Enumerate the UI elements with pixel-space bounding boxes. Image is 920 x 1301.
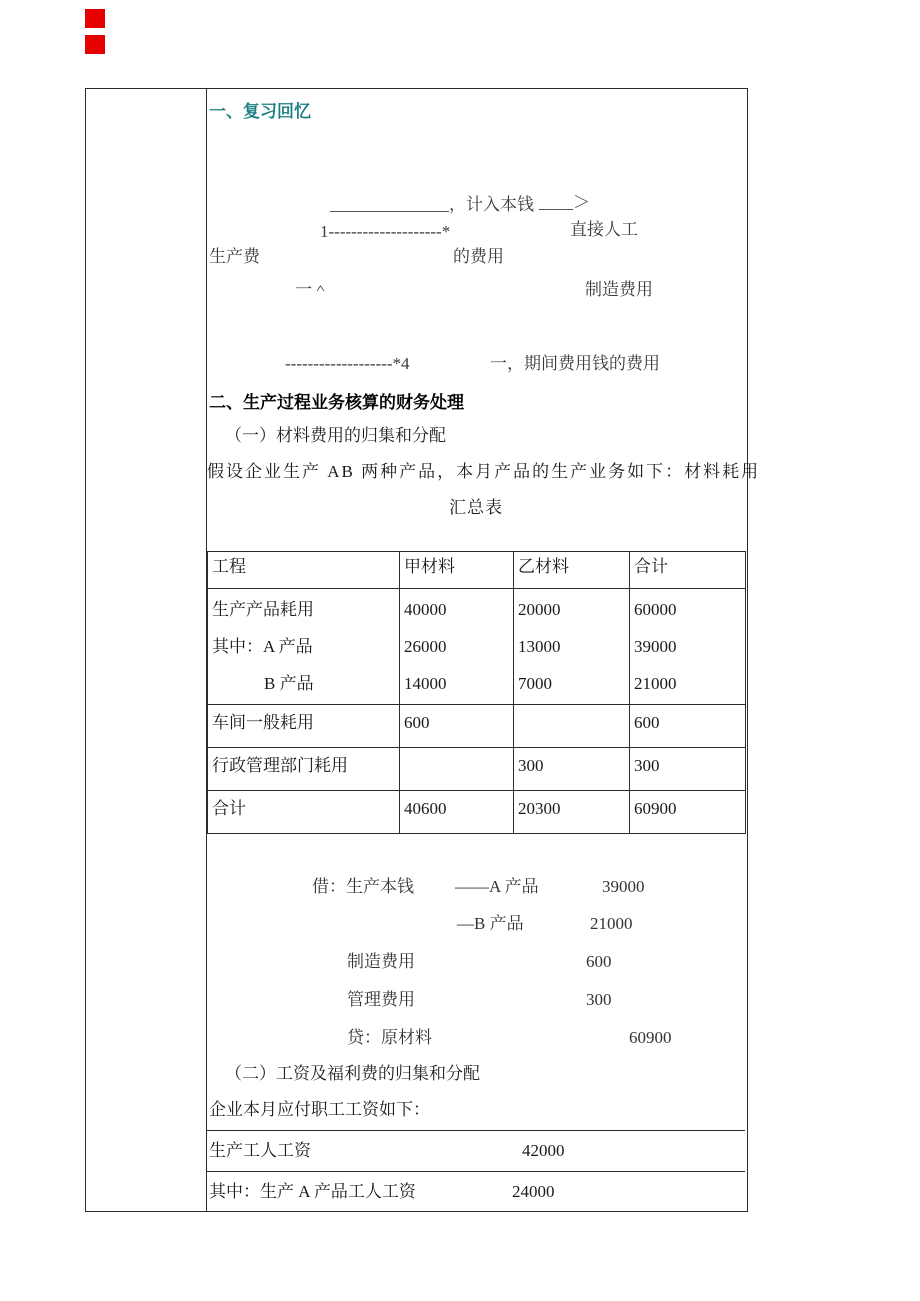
diagram-label-expense-of: 的费用 xyxy=(453,247,504,266)
journal-debit-label: 借：生产本钱 xyxy=(312,877,414,896)
diagram-dashed-arrow-1: 1--------------------* xyxy=(320,222,451,241)
diagram-label-production-expense: 生产费 xyxy=(209,247,260,266)
col-header-material-a: 甲材料 xyxy=(400,552,514,589)
diagram-arrow: ____＞ xyxy=(539,193,590,212)
table-row-workshop xyxy=(208,705,746,748)
material-table-title: 汇总表 xyxy=(449,498,503,517)
value: 39000 xyxy=(634,637,677,656)
cell-workshop-jia: 600 xyxy=(400,705,514,748)
row-label-product-a: 其中：A 产品 xyxy=(212,637,313,656)
journal-credit-label: 贷：原材料 xyxy=(347,1028,432,1047)
value: 21000 xyxy=(634,674,677,693)
value: 13000 xyxy=(518,637,561,656)
value: 26000 xyxy=(404,637,447,656)
journal-product-b: —B 产品 xyxy=(457,914,524,933)
cell-production-yi xyxy=(514,589,630,705)
left-margin-cell xyxy=(86,89,207,1211)
wage-intro-text: 企业本月应付职工工资如下： xyxy=(209,1100,430,1120)
journal-admin-amount: 300 xyxy=(586,990,612,1009)
material-subheading: （一）材料费用的归集和分配 xyxy=(225,426,446,445)
value: 14000 xyxy=(404,674,447,693)
cell-workshop-total: 600 xyxy=(630,705,746,748)
col-header-project: 工程 xyxy=(208,552,400,589)
cell-production-jia xyxy=(400,589,514,705)
value: 20000 xyxy=(518,600,561,619)
cell-admin-label: 行政管理部门耗用 xyxy=(208,748,400,791)
table-row-admin xyxy=(208,748,746,791)
cell-sum-yi: 20300 xyxy=(514,791,630,834)
cell-admin-yi: 300 xyxy=(514,748,630,791)
wage-subheading: （二）工资及福利费的归集和分配 xyxy=(225,1064,480,1083)
journal-product-a: ——A 产品 xyxy=(455,877,539,896)
wage-row-product-a-workers xyxy=(207,1172,745,1211)
wage-row-production-workers xyxy=(207,1131,745,1172)
cell-sum-jia: 40600 xyxy=(400,791,514,834)
diagram-cost-inclusion-line: ______________，计入本钱 xyxy=(330,195,534,214)
material-consumption-table xyxy=(207,551,746,834)
diagram-brace: 一＾ xyxy=(295,280,329,299)
red-mark-icon-2 xyxy=(85,35,105,54)
row-label-production: 生产产品耗用 xyxy=(212,600,314,619)
diagram-label-manufacturing-overhead: 制造费用 xyxy=(585,280,653,299)
main-content-cell xyxy=(207,89,761,1211)
wage-row-amount: 24000 xyxy=(512,1181,555,1201)
wage-table xyxy=(207,1090,745,1211)
journal-product-b-amount: 21000 xyxy=(590,914,633,933)
cell-admin-total: 300 xyxy=(630,748,746,791)
diagram-dashed-arrow-2: -------------------*4 xyxy=(285,354,410,373)
journal-product-a-amount: 39000 xyxy=(602,877,645,896)
cell-workshop-yi xyxy=(514,705,630,748)
journal-credit-amount: 60900 xyxy=(629,1028,672,1047)
review-heading: 一、复习回忆 xyxy=(209,102,311,121)
value: 60000 xyxy=(634,600,677,619)
outer-table xyxy=(85,88,761,1212)
wage-row-label: 生产工人工资 xyxy=(209,1141,311,1161)
col-header-material-b: 乙材料 xyxy=(514,552,630,589)
red-mark-icon-1 xyxy=(85,9,105,28)
wage-row-label: 其中：生产 A 产品工人工资 xyxy=(209,1181,416,1201)
wage-intro-row xyxy=(207,1090,745,1131)
journal-manufacturing-label: 制造费用 xyxy=(347,952,415,971)
cell-sum-label: 合计 xyxy=(208,791,400,834)
table-row-production xyxy=(208,589,746,705)
journal-admin-label: 管理费用 xyxy=(347,990,415,1009)
process-heading: 二、生产过程业务核算的财务处理 xyxy=(209,393,464,412)
diagram-label-period-expense: 一，期间费用钱的费用 xyxy=(490,354,660,373)
cell-sum-total: 60900 xyxy=(630,791,746,834)
wage-row-amount: 42000 xyxy=(522,1141,565,1161)
cell-production-total xyxy=(630,589,746,705)
row-label-product-b: B 产品 xyxy=(264,674,314,693)
cell-production-labels xyxy=(208,589,400,705)
col-header-total: 合计 xyxy=(630,552,746,589)
value: 7000 xyxy=(518,674,552,693)
journal-manufacturing-amount: 600 xyxy=(586,952,612,971)
table-row-sum xyxy=(208,791,746,834)
cell-admin-jia xyxy=(400,748,514,791)
table-header-row xyxy=(208,552,746,589)
value: 40000 xyxy=(404,600,447,619)
diagram-label-direct-labor: 直接人工 xyxy=(570,220,638,239)
cell-workshop-label: 车间一般耗用 xyxy=(208,705,400,748)
material-intro-text: 假设企业生产 AB 两种产品，本月产品的生产业务如下：材料耗用 xyxy=(207,462,761,481)
